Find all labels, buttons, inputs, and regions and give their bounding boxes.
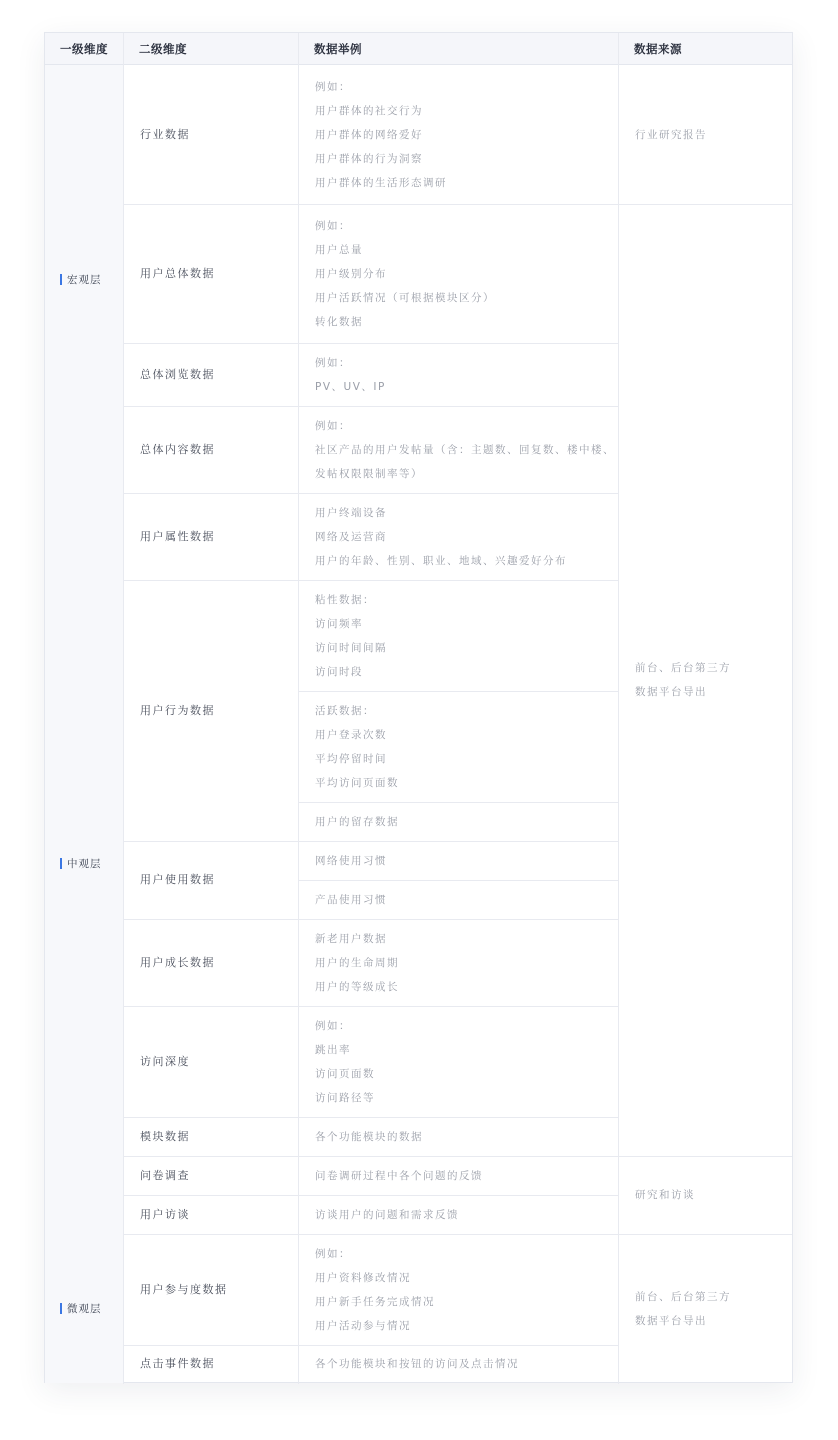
level2-label: 点击事件数据 [140,1357,215,1370]
example-line: 问卷调研过程中各个问题的反馈 [315,1169,483,1182]
example-line: 社区产品的用户发帖量（含：主题数、回复数、楼中楼、 [315,443,615,456]
row-divider [619,204,792,205]
example-line: 网络使用习惯 [315,854,387,867]
example-line: 用户群体的网络爱好 [315,128,423,141]
example-line: 用户活动参与情况 [315,1319,411,1332]
row-divider [124,1345,298,1346]
example-line: 跳出率 [315,1043,351,1056]
example-line: 用户的留存数据 [315,815,399,828]
row-divider [299,204,618,205]
level2-label: 用户总体数据 [140,266,215,280]
level1-label: 微观层 [67,1303,102,1315]
row-divider [299,406,618,407]
level2-label: 问卷调查 [140,1168,190,1182]
row-divider [299,1234,618,1235]
example-line: 例如： [315,80,351,93]
row-divider [124,1156,298,1157]
example-line: 用户登录次数 [315,728,387,741]
example-line: 活跃数据： [315,704,375,717]
example-line: 用户活跃情况（可根据模块区分） [315,291,495,304]
example-line: 用户总量 [315,243,363,256]
example-line: 访问时间间隔 [315,641,387,654]
example-line: 平均停留时间 [315,752,387,765]
level2-label: 总体内容数据 [140,442,215,456]
row-divider [299,880,618,881]
source-line: 前台、后台第三方 [635,662,731,674]
level2-label: 行业数据 [140,127,190,141]
example-line: 各个功能模块的数据 [315,1130,423,1143]
row-divider [299,493,618,494]
source-line: 研究和访谈 [635,1189,695,1201]
column-divider [123,33,124,1384]
row-divider [124,1117,298,1118]
example-line: 访谈用户的问题和需求反馈 [315,1208,459,1221]
example-line: 用户的年龄、性别、职业、地域、兴趣爱好分布 [315,554,567,567]
example-line: 访问页面数 [315,1067,375,1080]
row-divider [299,1345,618,1346]
example-line: 例如： [315,1247,351,1260]
row-divider [124,493,298,494]
column-divider [298,33,299,1384]
column-divider [618,33,619,1384]
level2-label: 用户使用数据 [140,873,215,886]
level2-label: 用户访谈 [140,1207,190,1221]
accent-bar [60,274,62,285]
source-line: 行业研究报告 [635,128,707,141]
example-line: 访问频率 [315,617,363,630]
example-line: 用户级别分布 [315,267,387,280]
example-line: 粘性数据： [315,593,375,606]
example-line: 发帖权限限制率等） [315,467,423,480]
level1-label: 中观层 [67,858,102,870]
level1-cell [45,1234,123,1383]
row-divider [299,1156,618,1157]
example-line: 用户的生命周期 [315,956,399,969]
row-divider [619,1156,792,1157]
accent-bar [60,1303,62,1314]
level2-label: 模块数据 [140,1129,190,1143]
example-line: 用户资料修改情况 [315,1271,411,1284]
example-line: 用户终端设备 [315,506,387,519]
example-line: 用户群体的生活形态调研 [315,176,447,189]
source-line: 前台、后台第三方 [635,1290,731,1303]
level2-label: 总体浏览数据 [140,367,215,381]
example-line: 用户的等级成长 [315,980,399,993]
row-divider [124,343,298,344]
row-divider [124,1234,298,1235]
example-line: 访问路径等 [315,1091,375,1104]
header-examples: 数据举例 [299,33,619,65]
example-line: 用户新手任务完成情况 [315,1295,435,1308]
source-line: 数据平台导出 [635,686,707,698]
example-line: 例如： [315,1019,351,1032]
row-divider [124,204,298,205]
row-divider [299,841,618,842]
example-line: 用户群体的行为洞察 [315,152,423,165]
row-divider [299,802,618,803]
example-line: 平均访问页面数 [315,776,399,789]
row-divider [124,406,298,407]
example-line: 访问时段 [315,665,363,678]
row-divider [124,919,298,920]
header-level1: 一级维度 [45,33,124,65]
row-divider [299,343,618,344]
example-line: 转化数据 [315,315,363,328]
example-line: 例如： [315,219,351,232]
example-line: 例如： [315,419,351,432]
level2-label: 访问深度 [140,1054,190,1068]
row-divider [299,1006,618,1007]
row-divider [299,691,618,692]
level2-label: 用户属性数据 [140,529,215,543]
level1-cell [45,65,123,493]
row-divider [299,1117,618,1118]
row-divider [299,1195,618,1196]
header-level2: 二级维度 [124,33,299,65]
level2-label: 用户参与度数据 [140,1282,228,1296]
level2-label: 用户成长数据 [140,955,215,969]
level2-label: 用户行为数据 [140,703,215,717]
row-divider [299,580,618,581]
row-divider [299,919,618,920]
example-line: 各个功能模块和按钮的访问及点击情况 [315,1358,519,1370]
header-source: 数据来源 [619,33,792,65]
example-line: PV、UV、IP [315,380,386,393]
accent-bar [60,858,62,869]
data-dimension-table [44,32,793,1383]
source-line: 数据平台导出 [635,1314,707,1327]
level1-cell [45,493,123,1234]
row-divider [124,1006,298,1007]
row-divider [619,1234,792,1235]
example-line: 例如： [315,356,351,369]
row-divider [124,1195,298,1196]
example-line: 用户群体的社交行为 [315,104,423,117]
example-line: 网络及运营商 [315,530,387,543]
example-line: 产品使用习惯 [315,893,387,906]
example-line: 新老用户数据 [315,932,387,945]
row-divider [124,580,298,581]
level1-label: 宏观层 [67,273,102,286]
row-divider [124,841,298,842]
